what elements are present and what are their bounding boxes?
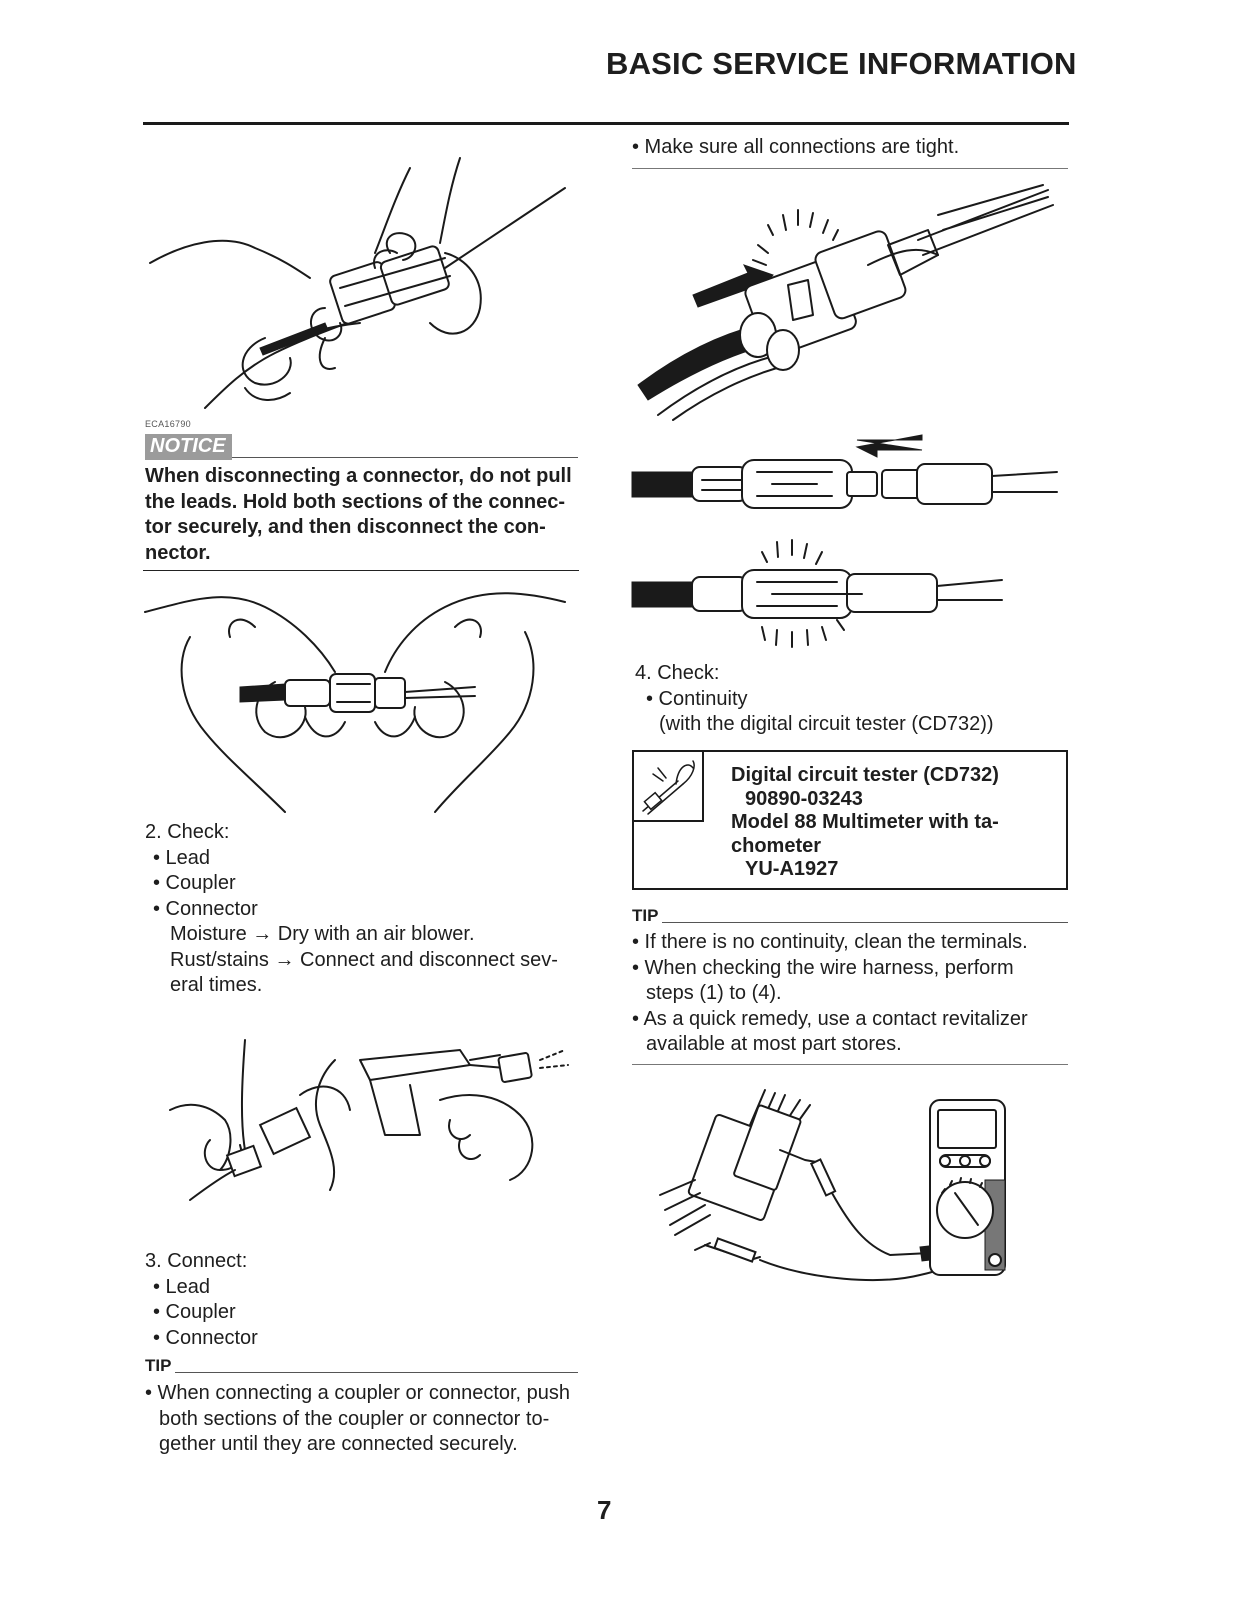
right-tip-label: TIP — [632, 906, 659, 925]
right-tip-bottom-rule — [632, 1064, 1068, 1065]
right-tip-rule — [662, 922, 1068, 923]
left-tip-label: TIP — [145, 1356, 172, 1375]
step3-item: • Coupler — [153, 1301, 236, 1323]
right-tip-line: • When checking the wire harness, perform — [632, 956, 1014, 979]
notice-line: When disconnecting a connector, do not pull — [145, 465, 572, 487]
page-title: BASIC SERVICE INFORMATION — [606, 46, 1077, 81]
step2-detail: Rust/stains → Connect and disconnect sev- — [170, 948, 558, 971]
tester-tool-icon — [638, 756, 698, 816]
notice-line: nector. — [145, 541, 211, 564]
page-number: 7 — [597, 1495, 612, 1525]
left-tip-line: gether until they are connected securely. — [159, 1433, 518, 1455]
notice-badge: NOTICE — [145, 434, 232, 460]
right-tip-line: available at most part stores. — [646, 1033, 902, 1055]
step2-item: • Coupler — [153, 872, 236, 894]
step4-item: • Continuity — [646, 687, 748, 710]
right-tip-line: • If there is no continuity, clean the terminals. — [632, 931, 1028, 953]
notice-top-rule — [232, 457, 578, 458]
right-tip-line: • As a quick remedy, use a contact revitalizer — [632, 1007, 1028, 1030]
step4-block — [632, 661, 1072, 738]
step2-item: • Connector — [153, 897, 258, 920]
right-tip-line: steps (1) to (4). — [646, 982, 782, 1004]
hands-disconnecting-connector-icon — [145, 158, 585, 408]
tool-icon-box — [634, 752, 704, 822]
step3-heading: 3. Connect: — [145, 1250, 248, 1272]
step4-heading: 4. Check: — [635, 662, 720, 684]
step2-heading: 2. Check: — [145, 821, 230, 843]
left-tip-line: both sections of the coupler or connector to- — [159, 1407, 550, 1430]
left-tip-text — [145, 1381, 585, 1458]
notice-line: the leads. Hold both sections of the connec- — [145, 490, 566, 513]
tool-name: Digital circuit tester (CD732) — [731, 764, 999, 786]
air-blower-drying-connector-icon — [170, 1040, 570, 1240]
step2-item: • Lead — [153, 846, 211, 869]
right-tip-text — [632, 930, 1072, 1058]
step4-detail: (with the digital circuit tester (CD732)) — [659, 713, 994, 735]
terminal-connection-icon — [632, 432, 1062, 657]
connector-push-tight-icon — [638, 185, 1058, 420]
tool-part-number: YU-A1927 — [745, 858, 839, 880]
notice-text — [145, 464, 585, 566]
tool-part-number: 90890-03243 — [745, 787, 863, 810]
tight-connections-note: • Make sure all connections are tight. — [632, 136, 960, 158]
left-tip-rule — [175, 1372, 578, 1373]
special-tool-box — [632, 750, 1068, 890]
step2-detail: Moisture → Dry with an air blower. — [170, 923, 475, 945]
left-tip-line: • When connecting a coupler or connector, push — [145, 1382, 571, 1404]
step3-block — [145, 1249, 585, 1351]
tool-name: chometer — [731, 834, 822, 857]
hands-holding-connector-icon — [145, 592, 575, 817]
intro-rule — [632, 168, 1068, 169]
header-rule — [143, 122, 1069, 125]
notice-code: ECA16790 — [145, 419, 191, 429]
step2-block — [145, 820, 585, 999]
step3-item: • Lead — [153, 1275, 211, 1298]
tool-name: Model 88 Multimeter with ta- — [731, 811, 999, 833]
multimeter-continuity-check-icon — [660, 1085, 1010, 1285]
step2-detail: eral times. — [170, 974, 263, 996]
tool-text — [731, 764, 999, 882]
notice-bottom-rule — [143, 570, 579, 571]
notice-line: tor securely, and then disconnect the con- — [145, 516, 546, 538]
step3-item: • Connector — [153, 1326, 258, 1349]
